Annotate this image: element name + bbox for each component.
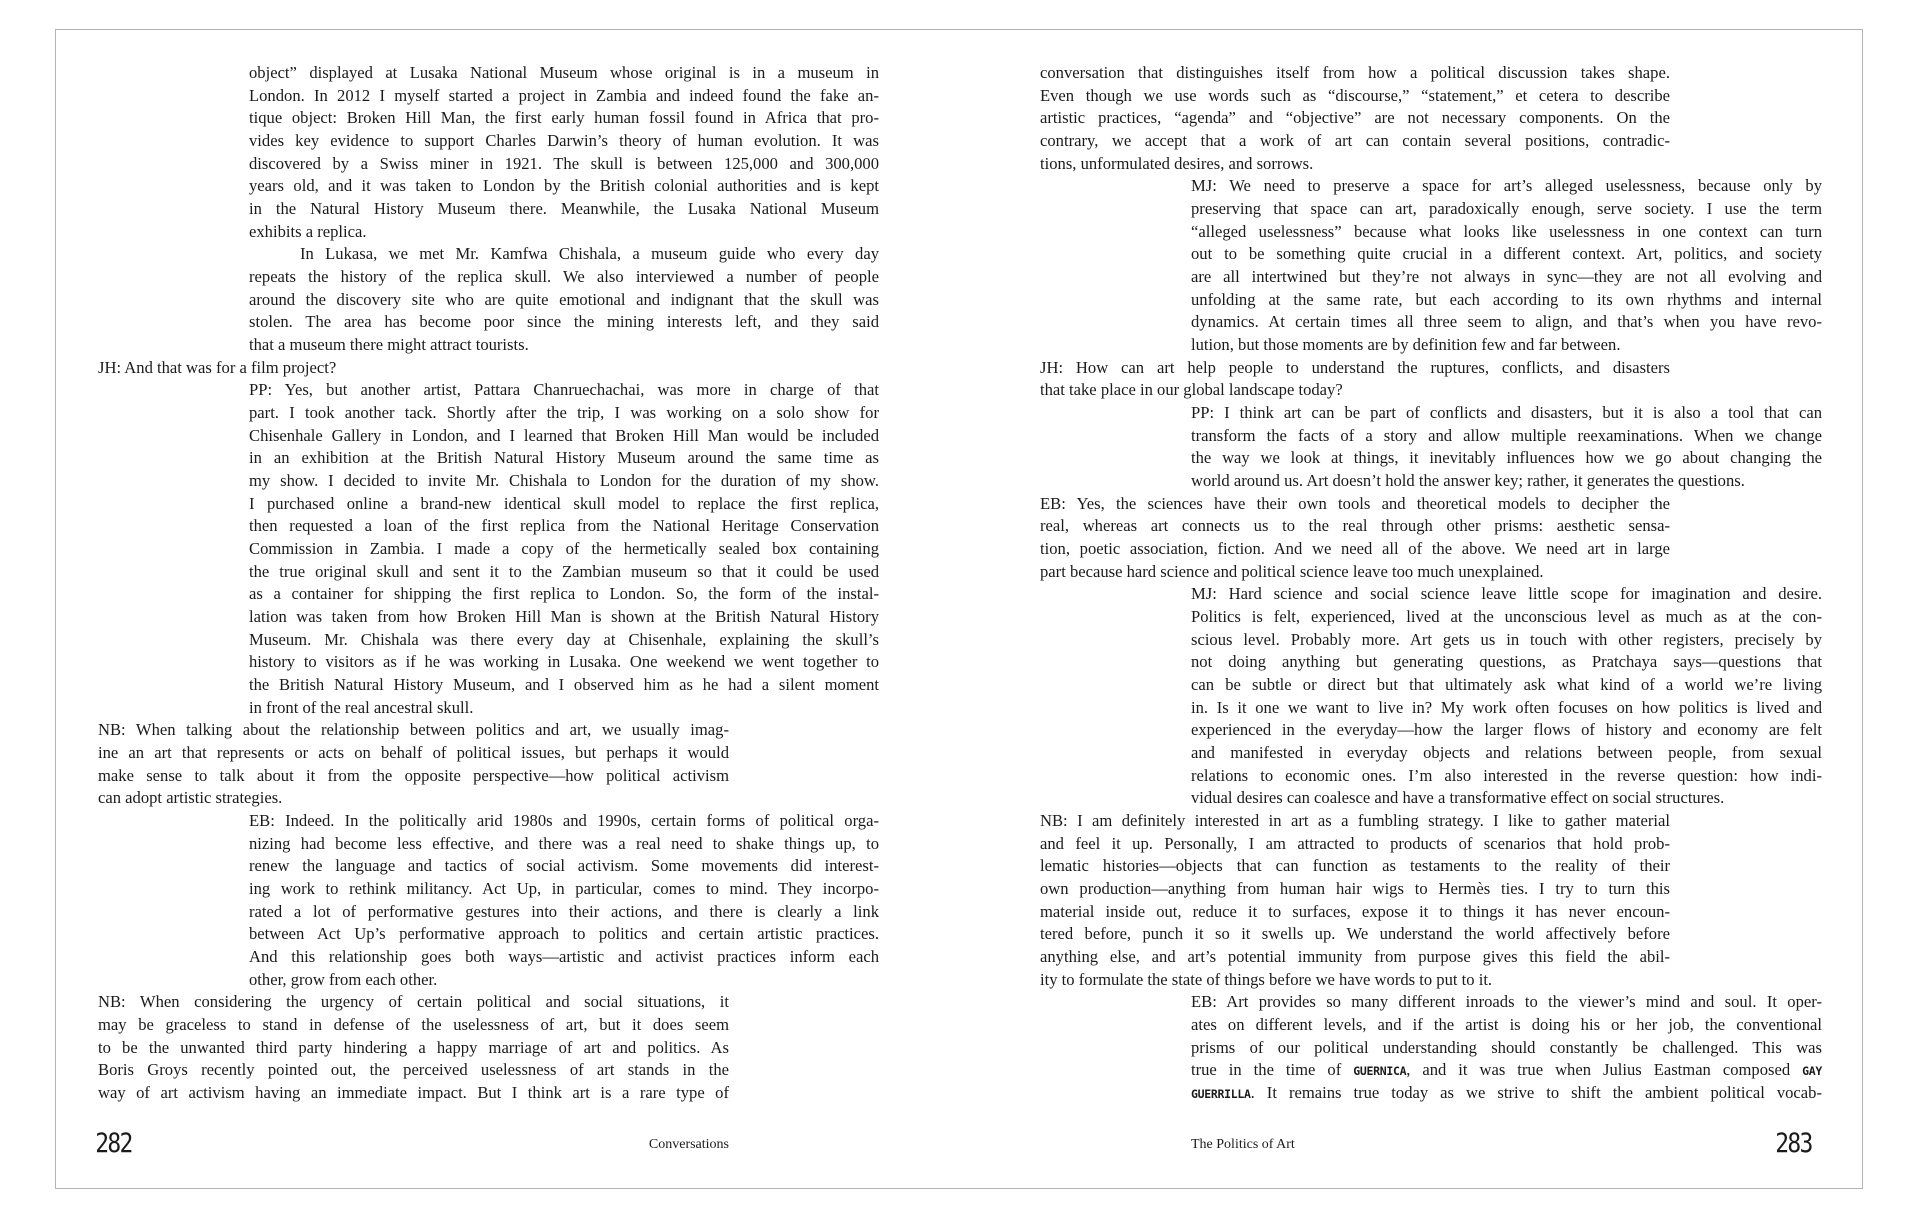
work-title: GUERNICA	[1353, 1064, 1407, 1079]
text-line: anything else, and art’s potential immunity from purpose gives this field the abil-	[1040, 947, 1670, 967]
text-line: scious level. Probably more. Art gets us in touch with other registers, precisely by	[1191, 629, 1822, 649]
text-line: PP: I think art can be part of conflicts and disasters, but it is also a tool that can	[1191, 403, 1822, 423]
text-line: around the discovery site who are quite emotional and indignant that the skull was	[249, 289, 879, 309]
text-line: in the Natural History Museum there. Meanwhile, the Lusaka National Museum	[249, 199, 879, 219]
text-line: way of art activism having an immediate impact. But I think art is a rare type of	[98, 1083, 729, 1103]
text-line: EB: Art provides so many different inroads to the viewer’s mind and soul. It oper-	[1191, 992, 1822, 1012]
text-line: out to be something quite crucial in a different context. Art, politics, and society	[1191, 244, 1822, 264]
text-line: in. Is it one we want to live in? My work often focuses on how politics is lived and	[1191, 697, 1822, 717]
work-title: GAY	[1802, 1064, 1822, 1079]
text-line: history to visitors as if he was working in Lusaka. One weekend we went together to	[249, 652, 879, 672]
text-line: as a container for shipping the first replica to London. So, the form of the instal-	[249, 584, 879, 604]
text-line: and manifested in everyday objects and relations between people, from sexual	[1191, 743, 1822, 763]
text-line: NB: When talking about the relationship between politics and art, we usually imag-	[98, 720, 729, 740]
text-line: dynamics. At certain times all three seem to align, and that’s when you have revo-	[1191, 312, 1822, 332]
text-line: discovered by a Swiss miner in 1921. The skull is between 125,000 and 300,000	[249, 153, 879, 173]
text-line: artistic practices, “agenda” and “objective” are not necessary components. On the	[1040, 108, 1670, 128]
text-line: part because hard science and political science leave too much unexplained.	[1040, 561, 1544, 581]
text-line: NB: When considering the urgency of certain political and social situations, it	[98, 992, 729, 1012]
text-line: are all intertwined but they’re not always in sync—they are not all evolving and	[1191, 267, 1822, 287]
text-line: I purchased online a brand-new identical skull model to replace the first replica,	[249, 493, 879, 513]
text-line: contrary, we accept that a work of art can contain several positions, contradic-	[1040, 131, 1670, 150]
text-line: MJ: Hard science and social science leave little scope for imagination and desire.	[1191, 584, 1822, 604]
text-line: experienced in the everyday—how the larger flows of history and economy are felt	[1191, 720, 1822, 740]
text-line: and feel it up. Personally, I am attracted to products of scenarios that hold prob-	[1040, 833, 1670, 853]
text-line: NB: I am definitely interested in art as a fumbling strategy. I like to gather material	[1040, 811, 1670, 831]
text-line: exhibits a replica.	[249, 221, 367, 241]
text-line: the way we look at things, it inevitably influences how we go about changing the	[1191, 448, 1822, 468]
text-line: tions, unformulated desires, and sorrows.	[1040, 153, 1314, 173]
text-line: own production—anything from human hair wigs to Hermès ties. I try to turn this	[1040, 879, 1670, 899]
text-line: tique object: Broken Hill Man, the first early human fossil found in Africa that pro-	[249, 108, 879, 128]
text-line: stolen. The area has become poor since the mining interests left, and they said	[249, 312, 879, 332]
text-line: And this relationship goes both ways—artistic and activist practices inform each	[249, 947, 879, 967]
text-line: to be the unwanted third party hindering a happy marriage of art and politics. As	[98, 1037, 729, 1057]
text-line	[1191, 1082, 1822, 1105]
text-line: In Lukasa, we met Mr. Kamfwa Chishala, a museum guide who every day	[300, 244, 879, 264]
text-line: the British Natural History Museum, and I observed him as he had a silent moment	[249, 675, 879, 695]
text-line: lution, but those moments are by definition few and far between.	[1191, 335, 1621, 355]
text-line: nizing had become less effective, and there was a real need to shake things up, to	[249, 833, 879, 853]
text-line: repeats the history of the replica skull. We also interviewed a number of people	[249, 267, 879, 287]
text-line: Chisenhale Gallery in London, and I learned that Broken Hill Man would be included	[249, 425, 879, 445]
text-line: preserving that space can art, paradoxically enough, serve society. I use the term	[1191, 199, 1822, 219]
text-line: prisms of our political understanding should constantly be challenged. This was	[1191, 1037, 1822, 1057]
text-line: that a museum there might attract tourists.	[249, 335, 529, 355]
text-line: world around us. Art doesn’t hold the answer key; rather, it generates the questions.	[1191, 471, 1745, 491]
text-line: unfolding at the same rate, but each according to its own rhythms and internal	[1191, 289, 1822, 309]
text-line: Even though we use words such as “discourse,” “statement,” et cetera to describe	[1040, 85, 1670, 105]
text-line: London. In 2012 I myself started a project in Zambia and indeed found the fake an-	[249, 85, 879, 105]
text-line: lematic histories—objects that can function as testaments to the reality of their	[1040, 856, 1670, 876]
text-line: Politics is felt, experienced, lived at the unconscious level as much as at the con-	[1191, 607, 1822, 627]
text-segment: , and it was true when Julius Eastman composed	[1406, 1060, 1803, 1080]
text-line: in front of the real ancestral skull.	[249, 697, 474, 717]
text-line: tered before, punch it so it swells up. We understand the world affectively before	[1040, 924, 1670, 944]
text-line: ing work to rethink militancy. Act Up, in particular, comes to mind. They incorpo-	[249, 879, 879, 899]
text-line: rated a lot of performative gestures into their actions, and there is clearly a link	[249, 901, 879, 921]
page-number-left: 282	[95, 1128, 132, 1159]
text-line: between Act Up’s performative approach to politics and certain artistic practices.	[249, 924, 879, 944]
text-line: JH: And that was for a film project?	[98, 357, 337, 377]
text-line: that take place in our global landscape today?	[1040, 380, 1343, 400]
text-line: material inside out, reduce it to surfaces, expose it to things it has never encoun-	[1040, 901, 1670, 921]
text-line: renew the language and tactics of social activism. Some movements did interest-	[249, 856, 879, 876]
text-line: other, grow from each other.	[249, 969, 438, 989]
text-line: my show. I decided to invite Mr. Chishala to London for the duration of my show.	[249, 471, 879, 491]
text-line: ates on different levels, and if the artist is doing his or her job, the conventional	[1191, 1015, 1822, 1035]
text-line: “alleged uselessness” because what looks like uselessness in one context can turn	[1191, 221, 1822, 241]
text-line: real, whereas art connects us to the real through other prisms: aesthetic sensa-	[1040, 516, 1670, 536]
text-line: not doing anything but generating questions, as Pratchaya says—questions that	[1191, 652, 1822, 672]
work-title: GUERRILLA	[1191, 1087, 1251, 1102]
text-line: vides key evidence to support Charles Darwin’s theory of human evolution. It was	[249, 131, 879, 150]
text-line: EB: Yes, the sciences have their own tools and theoretical models to decipher the	[1040, 493, 1670, 513]
text-segment: . It remains true today as we strive to shift the ambient political vocab-	[1250, 1083, 1822, 1103]
text-line: conversation that distinguishes itself from how a political discussion takes shape.	[1040, 63, 1670, 82]
page-number-right: 283	[1775, 1128, 1812, 1159]
text-line: ine an art that represents or acts on behalf of political issues, but perhaps it would	[98, 743, 729, 763]
text-line: then requested a loan of the first replica from the National Heritage Conservation	[249, 516, 879, 536]
text-line: Boris Groys recently pointed out, the perceived uselessness of art stands in the	[98, 1060, 729, 1080]
text-line: transform the facts of a story and allow multiple reexaminations. When we change	[1191, 425, 1822, 445]
text-line: PP: Yes, but another artist, Pattara Chanruechachai, was more in charge of that	[249, 380, 879, 400]
text-line: lation was taken from how Broken Hill Man is shown at the British Natural History	[249, 607, 879, 627]
text-line: years old, and it was taken to London by the British colonial authorities and is kept	[249, 176, 879, 196]
text-line: ity to formulate the state of things before we have words to put to it.	[1040, 969, 1493, 989]
text-line: MJ: We need to preserve a space for art’s alleged uselessness, because only by	[1191, 176, 1822, 196]
text-line: tion, poetic association, fiction. And we need all of the above. We need art in large	[1040, 539, 1670, 559]
text-line: may be graceless to stand in defense of the uselessness of art, but it does seem	[98, 1015, 729, 1035]
text-line: Commission in Zambia. I made a copy of the hermetically sealed box containing	[249, 539, 879, 559]
text-line: JH: How can art help people to understand the ruptures, conflicts, and disasters	[1040, 357, 1670, 377]
text-line: can be subtle or direct but that ultimately ask what kind of a world we’re living	[1191, 675, 1822, 695]
text-segment: true in the time of	[1191, 1060, 1354, 1080]
text-line: EB: Indeed. In the politically arid 1980s and 1990s, certain forms of political orga-	[249, 811, 879, 831]
text-line: object” displayed at Lusaka National Museum whose original is in a museum in	[249, 63, 879, 82]
text-line: vidual desires can coalesce and have a transformative effect on social structures.	[1191, 788, 1725, 808]
text-line: can adopt artistic strategies.	[98, 788, 283, 808]
text-line	[1191, 1059, 1822, 1082]
running-head-left: Conversations	[648, 1137, 729, 1152]
text-line: the true original skull and sent it to the Zambian museum so that it could be used	[249, 561, 879, 581]
running-head-right: The Politics of Art	[1191, 1137, 1295, 1152]
text-line: part. I took another tack. Shortly after the trip, I was working on a solo show for	[249, 403, 879, 423]
text-line: Museum. Mr. Chishala was there every day at Chisenhale, explaining the skull’s	[249, 629, 879, 649]
text-line: relations to economic ones. I’m also interested in the reverse question: how indi-	[1191, 765, 1822, 785]
text-line: make sense to talk about it from the opposite perspective—how political activism	[98, 765, 729, 785]
text-line: in an exhibition at the British Natural History Museum around the same time as	[249, 448, 879, 468]
